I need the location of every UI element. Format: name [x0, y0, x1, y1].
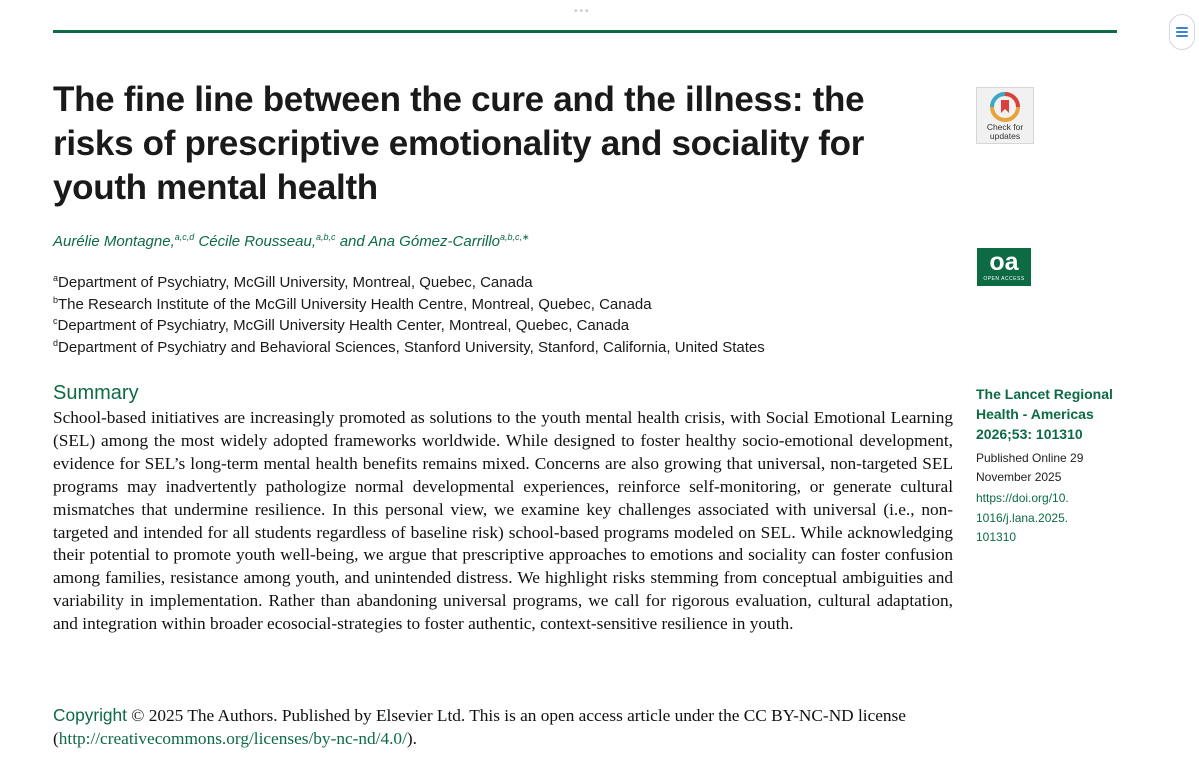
summary-text: School-based initiatives are increasingly promoted as solutions to the youth mental health crisis, with Social Emotional Learning (SEL) among the most widely adopted frameworks worldwide. While designed to foster healthy socio-emotional development, evidence for SEL’s long-term mental health benefits remains mixed. Concerns are also growing that universal, non-targeted SEL programs may inadvertently pathologize normal developmental experiences, reinforce self-monitoring, or generate cultural mismatches that undermine resilience. In this personal view, we examine key challenges associated with universal (i.e., non-targeted and intended for all students regardless of baseline risk) school-based programs modeled on SEL. While acknowledging their potential to promote youth well-being, we argue that prescriptive approaches to emotions and sociality can foster confusion among families, resistance among youth, and unintended distress. We highlight risks stemming from conceptual ambiguities and variability in implementation. Rather than abandoning universal programs, we call for rigorous evaluation, cultural adaptation, and integration within broader ecosocial-strategies to foster authentic, context-sensitive resilience in youth. — [53, 408, 953, 634]
license-link[interactable]: http://creativecommons.org/licenses/by-nc-nd/4.0/ — [58, 729, 407, 748]
oa-caption: OPEN ACCESS — [983, 276, 1025, 282]
author-affil-sup: a,c,d — [174, 232, 195, 242]
open-access-badge — [977, 248, 1031, 286]
affiliation-item: $^a$Department of Psychiatry, McGill University, Montreal, Quebec, Canada — [53, 273, 533, 291]
crossmark-icon — [990, 92, 1020, 122]
copyright-notice — [53, 704, 953, 750]
affiliation-item: $^b$The Research Institute of the McGill University Health Centre, Montreal, Quebec, Canada — [53, 294, 652, 313]
author-list — [53, 232, 530, 250]
author-name[interactable]: Cécile Rousseau, — [198, 233, 316, 250]
author-affil-sup: a,b,c,∗ — [500, 232, 530, 242]
header-rule — [53, 30, 1117, 33]
affiliations — [53, 272, 765, 358]
list-icon — [1176, 25, 1188, 39]
reader-menu-button[interactable] — [1169, 14, 1195, 50]
copyright-text: © 2025 The Authors. Published by Elsevier Ltd. This is an open access article under the CC BY-NC-ND license ( — [53, 706, 906, 748]
oa-logo-text: oa — [989, 248, 1019, 276]
article-title: The fine line between the cure and the illness: the risks of prescriptive emotionality and sociality for youth mental health — [53, 80, 865, 207]
journal-citation: The Lancet Regional Health - Americas 2026;53: 101310 — [976, 386, 1113, 442]
author-name[interactable]: Aurélie Montagne, — [53, 233, 175, 250]
check-updates-label: Check for updates — [986, 122, 1024, 141]
summary-heading: Summary — [53, 382, 139, 404]
published-date: Published Online 29 November 2025 — [976, 451, 1084, 484]
affiliation-item: $^c$Department of Psychiatry, McGill University Health Center, Montreal, Quebec, Canada — [53, 316, 630, 334]
copyright-label: Copyright — [53, 705, 127, 725]
window-drag-dots: ••• — [574, 6, 591, 17]
author-affil-sup: a,b,c — [316, 232, 336, 242]
doi-link[interactable]: https://doi.org/10. 1016/j.lana.2025. 101310 — [976, 491, 1069, 544]
author-name[interactable]: and Ana Gómez-Carrillo — [339, 233, 501, 250]
check-for-updates-button[interactable] — [976, 87, 1034, 144]
copyright-end: ). — [406, 729, 417, 748]
affiliation-item: $^d$Department of Psychiatry and Behavioral Sciences, Stanford University, Stanford, California, United States — [53, 337, 765, 356]
